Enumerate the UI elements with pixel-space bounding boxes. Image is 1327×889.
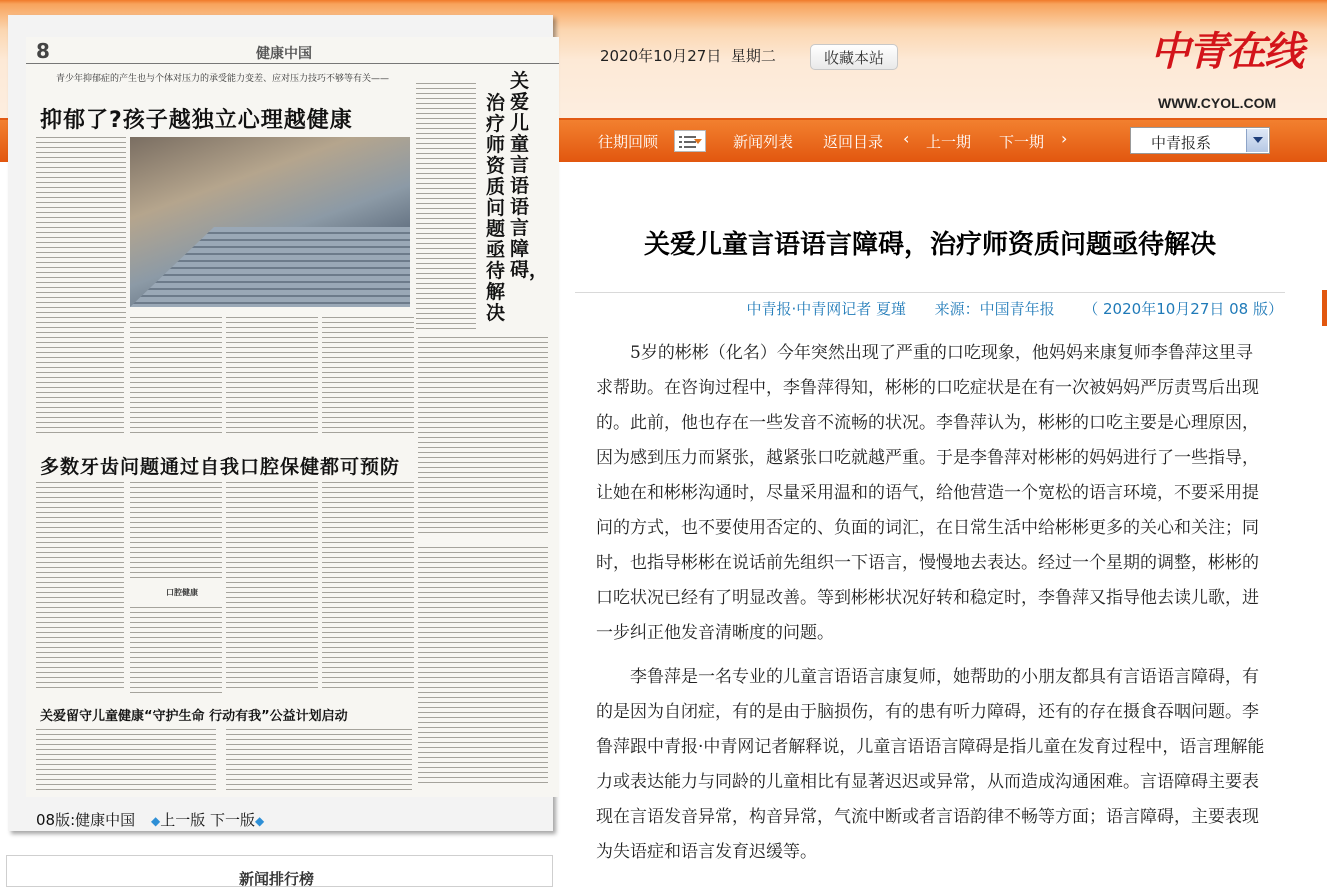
paper-vertical-headline-a[interactable]: 关爱儿童言语语言障碍， [510,70,549,281]
byline-author: 中青报·中青网记者 夏瑾 [746,300,907,318]
article-paragraph: 李鲁萍是一名专业的儿童言语语言康复师，她帮助的小朋友都具有言语语言障碍，有的是因为自闭症，有的是由于脑损伤，有的患有听力障碍，还有的存在摄食吞咽问题。李鲁萍跟中青报·中青网记者解释说，儿童言语语言障碍是指儿童在发育过程中，语言理解能力或表达能力与同龄的儿童相比有显著迟迟或异常，从而造成沟通困难。言语障碍主要表现在言语发音异常，构音异常，气流中断或者言语韵律不畅等方面；语言障碍，主要表现为失语症和语言发育迟缓等。 [596,667,1265,862]
paper-text-block [416,83,476,333]
site-logo[interactable] [1150,20,1302,112]
nav-news-list[interactable]: 新闻列表 [733,133,794,151]
chevron-right-icon[interactable]: › [1061,129,1068,148]
article-byline [575,298,1283,319]
article-title: 关爱儿童言语语言障碍，治疗师资质问题亟待解决 [643,230,1216,260]
paper-text-block [226,482,318,692]
paper-text-block [226,317,318,437]
nav-next-issue[interactable]: 下一期 [999,133,1045,151]
nav-past-issues[interactable]: 往期回顾 [598,133,659,151]
paper-select-value: 中青报系 [1151,134,1212,152]
paper-headline-3[interactable]: 关爱留守儿童健康“守护生命 行动有我”公益计划启动 [40,709,348,724]
paper-vertical-headline-b[interactable]: 治疗师资质问题亟待解决 [486,92,506,324]
paper-text-block [418,547,548,787]
diamond-icon: ◆ [255,814,265,828]
paper-page-label: 08版:健康中国 [36,811,136,829]
next-page-link[interactable]: 下一版 [210,811,256,829]
paper-text-block [418,337,548,537]
paper-subhead: 青少年抑郁症的产生也与个体对压力的承受能力变差、应对压力技巧不够等有关—— [56,74,390,84]
paper-page-number: 8 [36,39,50,63]
paper-text-block [322,317,414,437]
paper-masthead: 健康中国 [256,46,312,62]
current-date: 2020年10月27日 星期二 [600,47,776,65]
prev-page-link[interactable]: 上一版 [160,811,206,829]
logo-text: 中青在线 [1150,28,1302,75]
paper-select[interactable] [1130,127,1270,154]
diamond-icon: ◆ [151,814,161,828]
news-ranking-title: 新闻排行榜 [239,870,315,888]
byline-source: 来源：中国青年报 [934,300,1055,318]
paper-text-block [36,137,126,327]
byline-date-edition: （ 2020年10月27日 08 版） [1083,300,1283,318]
nav-prev-issue[interactable]: 上一期 [926,133,972,151]
list-view-icon[interactable] [674,130,706,152]
article-title-rule [575,292,1285,293]
paper-text-block [226,729,412,793]
scroll-indicator[interactable] [1322,290,1327,326]
article-paragraph: 5岁的彬彬（化名）今年突然出现了严重的口吃现象，他妈妈来康复师李鲁萍这里寻求帮助。在咨询过程中，李鲁萍得知，彬彬的口吃症状是在有一次被妈妈严厉责骂后出现的。此前，他也存在一些发音不流畅的状况。李鲁萍认为，彬彬的口吃主要是心理原因，因为感到压力而紧张，越紧张口吃就越严重。于是李鲁萍对彬彬的妈妈进行了一些指导，让她在和彬彬沟通时，尽量采用温和的语气，给他营造一个宽松的语言环境，不要采用提问的方式，也不要使用否定的、负面的词汇，在日常生活中给彬彬更多的关心和关注；同时，也指导彬彬在说话前先组织一下语言，慢慢地去表达。经过一个星期的调整，彬彬的口吃状况已经有了明显改善。等到彬彬状况好转和稳定时，李鲁萍又指导他去读儿歌，进一步纠正他发音清晰度的问题。 [596,343,1259,643]
paper-text-block [36,482,124,692]
paper-text-block [322,482,414,692]
chevron-left-icon[interactable]: ‹ [903,129,910,148]
paper-text-block [130,607,222,697]
chevron-down-icon[interactable] [1246,129,1268,152]
paper-text-block [130,482,222,582]
paper-headline-2[interactable]: 多数牙齿问题通过自我口腔保健都可预防 [40,456,401,478]
paper-headline-1[interactable]: 抑郁了?孩子越独立心理越健康 [40,108,353,133]
paper-page-nav [151,809,264,830]
paper-text-block [130,317,222,437]
logo-url: WWW.CYOL.COM [1158,95,1277,111]
bookmark-button[interactable]: 收藏本站 [810,44,898,70]
paper-text-block [36,317,124,437]
paper-page-panel [8,15,553,831]
paper-photo [130,137,410,307]
paper-text-block [36,729,216,793]
nav-back-to-index[interactable]: 返回目录 [823,133,884,151]
paper-caption: 口腔健康 [166,588,198,597]
paper-page-image[interactable] [26,37,559,797]
paper-rule [26,63,559,64]
news-ranking-box [6,855,553,887]
